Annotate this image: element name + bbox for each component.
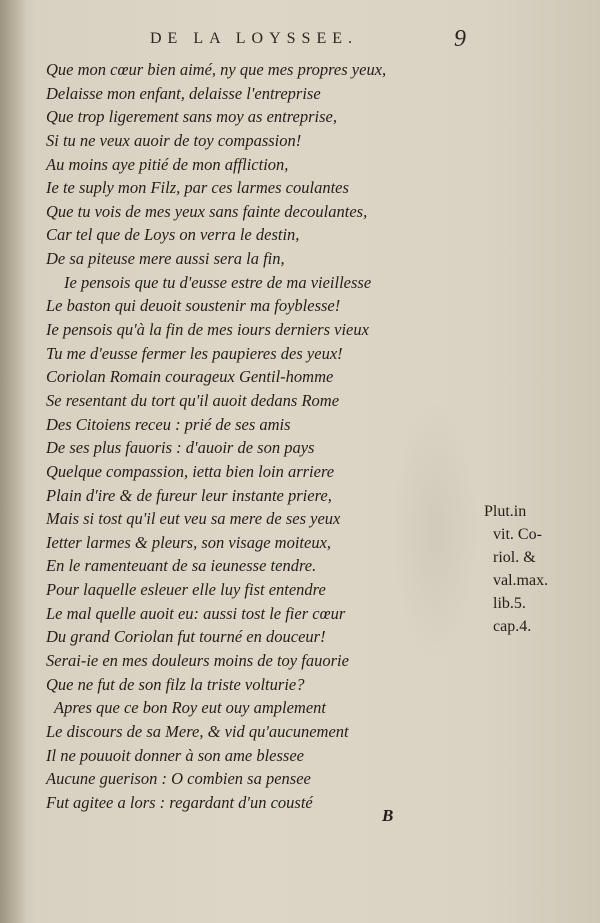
- verse-line: Il ne pouuoit donner à son ame blessee: [46, 745, 304, 765]
- verse-line: Apres que ce bon Roy eut ouy amplement: [54, 698, 327, 718]
- verse-line: Serai-ie en mes douleurs moins de toy fauorie: [46, 651, 349, 671]
- running-head: DE LA LOYSSEE.: [150, 30, 358, 47]
- verse-line: Coriolan Romain courageux Gentil-homme: [46, 367, 334, 387]
- verse-line: En le ramenteuant de sa ieunesse tendre.: [46, 556, 317, 576]
- verse-line: Que tu vois de mes yeux sans fainte decoulantes,: [46, 201, 368, 221]
- verse-line: Ietter larmes & pleurs, son visage moiteux,: [46, 532, 332, 552]
- verse-line: Fut agitee a lors : regardant d'un cousté: [46, 792, 313, 812]
- verse-line: Que mon cœur bien aimé, ny que mes propres yeux,: [46, 60, 387, 79]
- verse-line: De ses plus fauoris : d'auoir de son pays: [46, 438, 315, 458]
- verse-line: Ie pensois que tu d'eusse estre de ma vieillesse: [64, 272, 372, 292]
- verse-line: Du grand Coriolan fut tourné en douceur!: [46, 627, 326, 647]
- verse-line: Ie pensois qu'à la fin de mes iours derniers vieux: [46, 320, 369, 340]
- verse-line: Que ne fut de son filz la triste volturie?: [46, 674, 305, 694]
- verse-line: Car tel que de Loys on verra le destin,: [46, 225, 300, 245]
- verse-line: De sa piteuse mere aussi sera la fin,: [46, 249, 285, 269]
- margin-note-line: riol. &: [493, 549, 536, 566]
- verse-line: Au moins aye pitié de mon affliction,: [46, 154, 289, 174]
- verse-line: Le mal quelle auoit eu: aussi tost le fier cœur: [46, 603, 346, 623]
- verse-line: Se resentant du tort qu'il auoit dedans Rome: [46, 390, 340, 410]
- margin-note-line: lib.5.: [493, 595, 526, 612]
- verse-line: Delaisse mon enfant, delaisse l'entreprise: [46, 83, 321, 103]
- verse-line: Tu me d'eusse fermer les paupieres des yeux!: [46, 343, 343, 363]
- verse-line: Le baston qui deuoit soustenir ma foyblesse!: [46, 296, 341, 316]
- page-number: 9: [454, 26, 466, 52]
- verse-line: Aucune guerison : O combien sa pensee: [46, 769, 311, 789]
- verse-line: Quelque compassion, ietta bien loin arriere: [46, 461, 335, 481]
- verse-line: Plain d'ire & de fureur leur instante priere,: [46, 485, 332, 505]
- margin-note-line: vit. Co-: [493, 526, 542, 543]
- verse-line: Des Citoiens receu : prié de ses amis: [46, 414, 291, 434]
- margin-note-line: cap.4.: [493, 618, 532, 635]
- page-header: [150, 26, 480, 60]
- verse-line: Si tu ne veux auoir de toy compassion!: [46, 130, 302, 150]
- margin-note: [484, 500, 594, 638]
- verse-text: [44, 58, 464, 815]
- verse-line: Mais si tost qu'il eut veu sa mere de ses yeux: [46, 509, 341, 529]
- verse-line: Pour laquelle esleuer elle luy fist entendre: [46, 580, 326, 600]
- margin-note-line: val.max.: [493, 572, 549, 589]
- margin-note-line: Plut.in: [484, 503, 527, 520]
- signature-mark: B: [382, 806, 394, 825]
- verse-line: Le discours de sa Mere, & vid qu'aucunement: [46, 721, 349, 741]
- verse-line: Ie te suply mon Filz, par ces larmes coulantes: [46, 178, 349, 198]
- verse-line: Que trop ligerement sans moy as entreprise,: [46, 107, 337, 127]
